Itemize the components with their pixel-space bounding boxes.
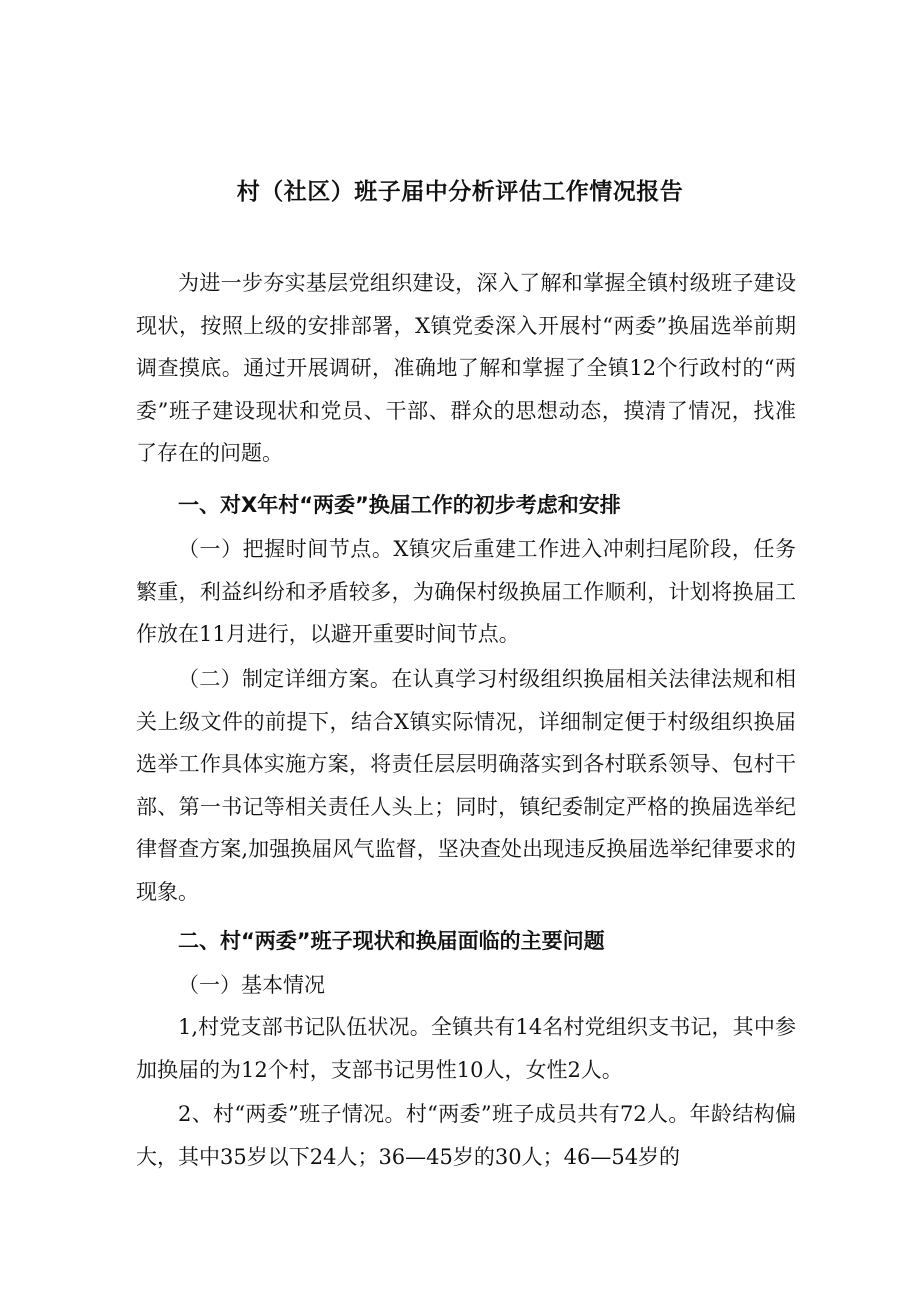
section-1-heading: 一、对X年村“两委”换届工作的初步考虑和安排 <box>178 493 621 517</box>
section-2-paragraph-2: 2、村“两委”班子情况。村“两委”班子成员共有72人。年龄结构偏大，其中35岁以下24人；36—45岁的30人；46—54岁的 <box>136 1102 796 1169</box>
section-2-heading: 二、村“两委”班子现状和换届面临的主要问题 <box>178 929 605 953</box>
document-title: 村（社区）班子届中分析评估工作情况报告 <box>236 179 684 205</box>
section-1-paragraph-1: （一）把握时间节点。X镇灾后重建工作进入冲刺扫尾阶段，任务繁重，利益纠纷和矛盾较多，为确保村级换届工作顺利，计划将换届工作放在11月进行，以避开重要时间节点。 <box>136 537 796 646</box>
section-2-paragraph-1: 1,村党支部书记队伍状况。全镇共有14名村党组织支书记，其中参加换届的为12个村，支部书记男性10人，女性2人。 <box>136 1015 796 1082</box>
intro-paragraph: 为进一步夯实基层党组织建设，深入了解和掌握全镇村级班子建设现状，按照上级的安排部署，X镇党委深入开展村“两委”换届选举前期调查摸底。通过开展调研，准确地了解和掌握了全镇12个行政村的“两委”班子建设现状和党员、干部、群众的思想动态，摸清了情况，找准了存在的问题。 <box>136 271 796 465</box>
section-1-paragraph-2: （二）制定详细方案。在认真学习村级组织换届相关法律法规和相关上级文件的前提下，结合X镇实际情况，详细制定便于村级组织换届选举工作具体实施方案，将责任层层明确落实到各村联系领导、包村干部、第一书记等相关责任人头上；同时，镇纪委制定严格的换届选举纪律督查方案,加强换届风气监督，坚决查处出现违反换届选举纪律要求的现象。 <box>136 667 796 904</box>
section-2-subheading: （一）基本情况 <box>178 973 325 997</box>
